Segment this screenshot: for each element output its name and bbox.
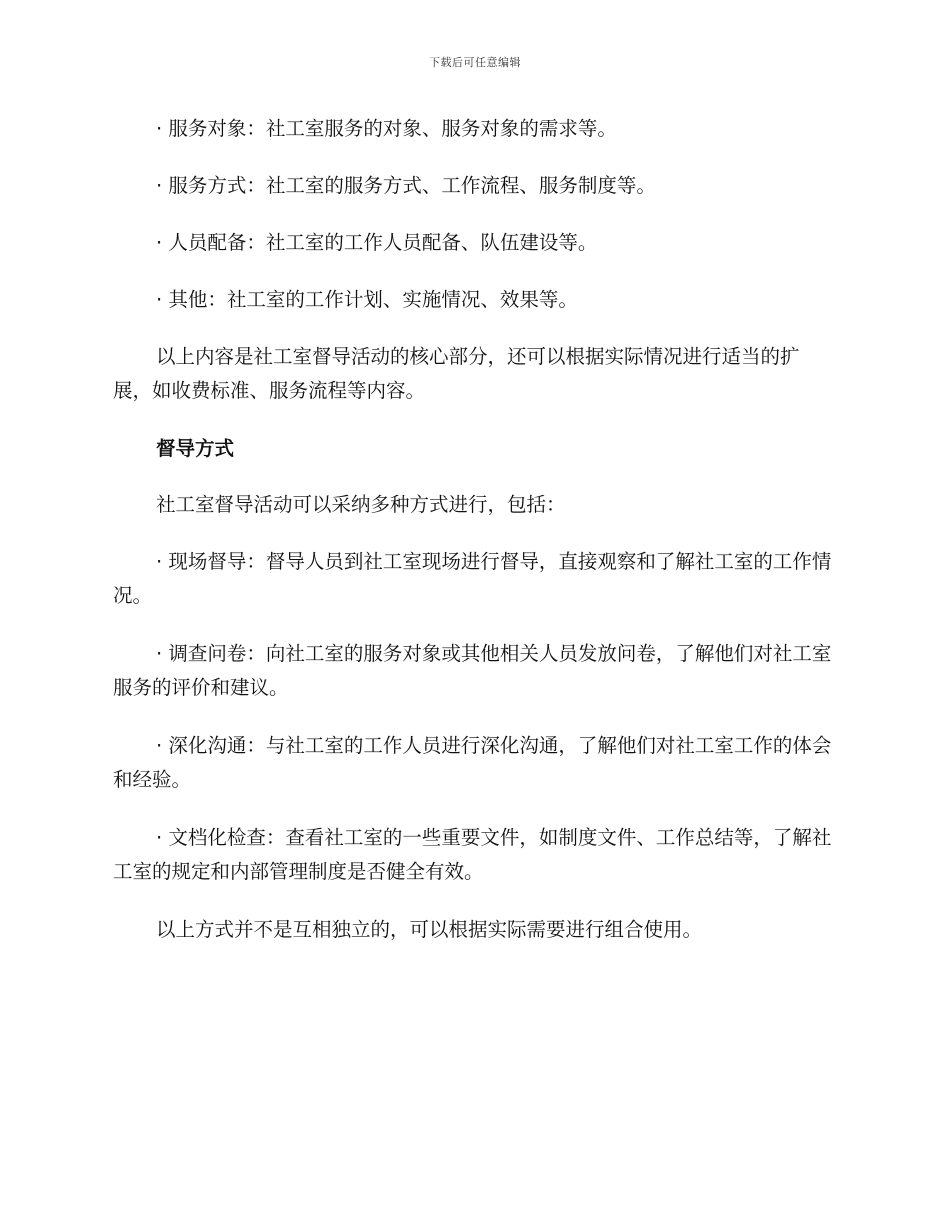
method-survey: · 调查问卷：向社工室的服务对象或其他相关人员发放问卷，了解他们对社工室服务的评价和建议。 bbox=[113, 642, 832, 699]
method-communication: · 深化沟通：与社工室的工作人员进行深化沟通，了解他们对社工室工作的体会和经验。 bbox=[113, 734, 832, 791]
summary-paragraph: 以上内容是社工室督导活动的核心部分，还可以根据实际情况进行适当的扩展，如收费标准、服务流程等内容。 bbox=[113, 345, 800, 402]
method-document-check: · 文档化检查：查看社工室的一些重要文件，如制度文件、工作总结等，了解社工室的规定和内部管理制度是否健全有效。 bbox=[113, 826, 832, 883]
bullet-staffing: · 人员配备：社工室的工作人员配备、队伍建设等。 bbox=[156, 231, 598, 254]
page-header: 下载后可任意编辑 bbox=[429, 56, 521, 69]
bullet-service-target: · 服务对象：社工室服务的对象、服务对象的需求等。 bbox=[156, 117, 617, 140]
closing-paragraph: 以上方式并不是互相独立的，可以根据实际需要进行组合使用。 bbox=[156, 918, 703, 941]
bullet-service-method: · 服务方式：社工室的服务方式、工作流程、服务制度等。 bbox=[156, 174, 656, 197]
document-body bbox=[113, 112, 833, 970]
bullet-other: · 其他：社工室的工作计划、实施情况、效果等。 bbox=[156, 288, 578, 311]
method-onsite: · 现场督导：督导人员到社工室现场进行督导，直接观察和了解社工室的工作情况。 bbox=[113, 550, 832, 607]
section-intro: 社工室督导活动可以采纳多种方式进行，包括： bbox=[156, 493, 566, 516]
section-heading: 督导方式 bbox=[156, 437, 235, 460]
